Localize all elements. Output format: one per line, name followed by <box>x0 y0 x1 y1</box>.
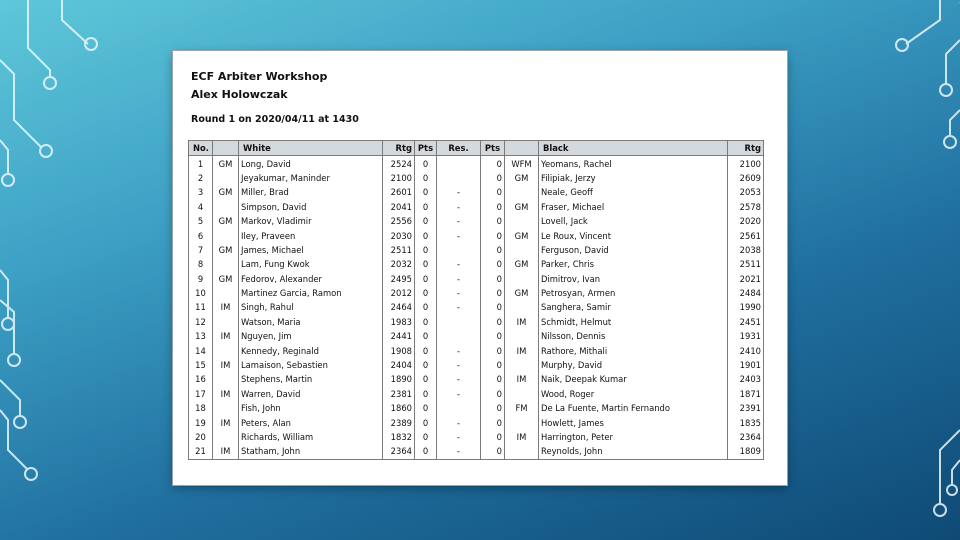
black-points: 0 <box>481 171 505 185</box>
white-points: 0 <box>415 358 437 372</box>
black-player: Harrington, Peter <box>539 430 728 444</box>
table-row <box>189 401 764 415</box>
white-player: Singh, Rahul <box>239 300 383 314</box>
black-points: 0 <box>481 329 505 343</box>
result <box>437 156 481 171</box>
black-points: 0 <box>481 444 505 459</box>
white-rating: 2441 <box>383 329 415 343</box>
black-player: Neale, Geoff <box>539 185 728 199</box>
result <box>437 329 481 343</box>
header-white: White <box>239 141 383 156</box>
table-header-row <box>189 141 764 156</box>
black-title <box>505 272 539 286</box>
white-player: Peters, Alan <box>239 415 383 429</box>
black-points: 0 <box>481 430 505 444</box>
white-title: GM <box>213 243 239 257</box>
white-player: Jeyakumar, Maninder <box>239 171 383 185</box>
white-player: Warren, David <box>239 387 383 401</box>
table-row <box>189 372 764 386</box>
black-rating: 2511 <box>728 257 764 271</box>
header-result: Res. <box>437 141 481 156</box>
board-number: 17 <box>189 387 213 401</box>
white-rating: 2381 <box>383 387 415 401</box>
table-row <box>189 185 764 199</box>
white-points: 0 <box>415 200 437 214</box>
white-rating: 2364 <box>383 444 415 459</box>
white-rating: 2404 <box>383 358 415 372</box>
board-number: 13 <box>189 329 213 343</box>
black-points: 0 <box>481 185 505 199</box>
white-rating: 1908 <box>383 343 415 357</box>
result: - <box>437 387 481 401</box>
board-number: 14 <box>189 343 213 357</box>
black-player: Le Roux, Vincent <box>539 228 728 242</box>
header-white-points: Pts <box>415 141 437 156</box>
header-black-title <box>505 141 539 156</box>
black-title <box>505 214 539 228</box>
black-points: 0 <box>481 315 505 329</box>
white-title: IM <box>213 387 239 401</box>
board-number: 6 <box>189 228 213 242</box>
black-title: IM <box>505 315 539 329</box>
white-rating: 2601 <box>383 185 415 199</box>
white-rating: 1860 <box>383 401 415 415</box>
white-title: IM <box>213 300 239 314</box>
board-number: 1 <box>189 156 213 171</box>
board-number: 12 <box>189 315 213 329</box>
white-points: 0 <box>415 415 437 429</box>
black-points: 0 <box>481 286 505 300</box>
white-title <box>213 286 239 300</box>
board-number: 18 <box>189 401 213 415</box>
table-row <box>189 286 764 300</box>
board-number: 9 <box>189 272 213 286</box>
white-rating: 2556 <box>383 214 415 228</box>
board-number: 8 <box>189 257 213 271</box>
document-title: ECF Arbiter Workshop <box>191 70 328 83</box>
header-black-points: Pts <box>481 141 505 156</box>
white-player: Kennedy, Reginald <box>239 343 383 357</box>
white-points: 0 <box>415 430 437 444</box>
black-rating: 2609 <box>728 171 764 185</box>
black-rating: 2100 <box>728 156 764 171</box>
board-number: 21 <box>189 444 213 459</box>
white-title: IM <box>213 329 239 343</box>
white-player: Lam, Fung Kwok <box>239 257 383 271</box>
black-points: 0 <box>481 415 505 429</box>
table-row <box>189 415 764 429</box>
result: - <box>437 430 481 444</box>
black-points: 0 <box>481 228 505 242</box>
black-rating: 1931 <box>728 329 764 343</box>
table-row <box>189 444 764 459</box>
table-row <box>189 243 764 257</box>
result: - <box>437 228 481 242</box>
white-title <box>213 315 239 329</box>
black-rating: 2578 <box>728 200 764 214</box>
white-rating: 2495 <box>383 272 415 286</box>
white-points: 0 <box>415 401 437 415</box>
header-black: Black <box>539 141 728 156</box>
white-title <box>213 228 239 242</box>
white-rating: 2030 <box>383 228 415 242</box>
white-points: 0 <box>415 343 437 357</box>
white-player: Markov, Vladimir <box>239 214 383 228</box>
white-title <box>213 430 239 444</box>
table-row <box>189 156 764 171</box>
black-player: Parker, Chris <box>539 257 728 271</box>
black-title <box>505 185 539 199</box>
black-player: Fraser, Michael <box>539 200 728 214</box>
white-player: Stephens, Martin <box>239 372 383 386</box>
white-points: 0 <box>415 329 437 343</box>
white-points: 0 <box>415 286 437 300</box>
black-rating: 2364 <box>728 430 764 444</box>
black-rating: 2038 <box>728 243 764 257</box>
result <box>437 401 481 415</box>
black-title: GM <box>505 257 539 271</box>
black-title: GM <box>505 171 539 185</box>
black-rating: 1809 <box>728 444 764 459</box>
header-no: No. <box>189 141 213 156</box>
black-rating: 2561 <box>728 228 764 242</box>
white-rating: 2100 <box>383 171 415 185</box>
white-title: IM <box>213 358 239 372</box>
black-rating: 2451 <box>728 315 764 329</box>
white-points: 0 <box>415 444 437 459</box>
white-player: Fish, John <box>239 401 383 415</box>
black-title <box>505 243 539 257</box>
black-rating: 2391 <box>728 401 764 415</box>
black-rating: 1835 <box>728 415 764 429</box>
table-row <box>189 358 764 372</box>
black-rating: 1871 <box>728 387 764 401</box>
black-title <box>505 358 539 372</box>
black-rating: 2020 <box>728 214 764 228</box>
result <box>437 171 481 185</box>
white-points: 0 <box>415 372 437 386</box>
result: - <box>437 200 481 214</box>
result: - <box>437 257 481 271</box>
black-rating: 2410 <box>728 343 764 357</box>
table-row <box>189 257 764 271</box>
result: - <box>437 415 481 429</box>
pairings-table <box>188 140 764 460</box>
white-player: Martinez Garcia, Ramon <box>239 286 383 300</box>
black-rating: 1990 <box>728 300 764 314</box>
black-points: 0 <box>481 214 505 228</box>
black-player: Dimitrov, Ivan <box>539 272 728 286</box>
black-player: Sanghera, Samir <box>539 300 728 314</box>
black-title: IM <box>505 430 539 444</box>
black-points: 0 <box>481 300 505 314</box>
white-points: 0 <box>415 243 437 257</box>
table-row <box>189 315 764 329</box>
white-player: Watson, Maria <box>239 315 383 329</box>
black-title: IM <box>505 372 539 386</box>
black-rating: 2484 <box>728 286 764 300</box>
black-points: 0 <box>481 401 505 415</box>
result: - <box>437 343 481 357</box>
black-title <box>505 300 539 314</box>
white-rating: 2032 <box>383 257 415 271</box>
black-player: Lovell, Jack <box>539 214 728 228</box>
white-rating: 2511 <box>383 243 415 257</box>
result: - <box>437 358 481 372</box>
round-info: Round 1 on 2020/04/11 at 1430 <box>191 114 359 125</box>
table-row <box>189 200 764 214</box>
document-author: Alex Holowczak <box>191 88 288 101</box>
black-player: Murphy, David <box>539 358 728 372</box>
black-points: 0 <box>481 358 505 372</box>
white-points: 0 <box>415 257 437 271</box>
white-points: 0 <box>415 214 437 228</box>
black-points: 0 <box>481 387 505 401</box>
result: - <box>437 444 481 459</box>
white-points: 0 <box>415 228 437 242</box>
black-title: IM <box>505 343 539 357</box>
white-title: IM <box>213 415 239 429</box>
black-rating: 2053 <box>728 185 764 199</box>
board-number: 19 <box>189 415 213 429</box>
black-title: GM <box>505 228 539 242</box>
result: - <box>437 286 481 300</box>
table-row <box>189 343 764 357</box>
white-points: 0 <box>415 387 437 401</box>
black-player: De La Fuente, Martin Fernando <box>539 401 728 415</box>
table-row <box>189 214 764 228</box>
board-number: 10 <box>189 286 213 300</box>
white-title <box>213 343 239 357</box>
white-rating: 2389 <box>383 415 415 429</box>
header-white-title <box>213 141 239 156</box>
white-player: Lamaison, Sebastien <box>239 358 383 372</box>
board-number: 16 <box>189 372 213 386</box>
result: - <box>437 300 481 314</box>
black-points: 0 <box>481 343 505 357</box>
white-title: GM <box>213 214 239 228</box>
black-points: 0 <box>481 200 505 214</box>
black-rating: 2403 <box>728 372 764 386</box>
white-title: GM <box>213 272 239 286</box>
white-points: 0 <box>415 185 437 199</box>
black-title: FM <box>505 401 539 415</box>
white-title <box>213 372 239 386</box>
white-rating: 2041 <box>383 200 415 214</box>
white-title: IM <box>213 444 239 459</box>
result: - <box>437 185 481 199</box>
black-rating: 1901 <box>728 358 764 372</box>
black-title <box>505 444 539 459</box>
board-number: 11 <box>189 300 213 314</box>
white-points: 0 <box>415 171 437 185</box>
board-number: 15 <box>189 358 213 372</box>
header-black-rating: Rtg <box>728 141 764 156</box>
result: - <box>437 214 481 228</box>
black-title <box>505 329 539 343</box>
black-title <box>505 415 539 429</box>
pairing-document <box>173 51 787 485</box>
black-title: GM <box>505 286 539 300</box>
white-title <box>213 401 239 415</box>
white-rating: 2012 <box>383 286 415 300</box>
result <box>437 243 481 257</box>
board-number: 7 <box>189 243 213 257</box>
black-player: Ferguson, David <box>539 243 728 257</box>
white-title: GM <box>213 185 239 199</box>
white-rating: 1983 <box>383 315 415 329</box>
white-player: Iley, Praveen <box>239 228 383 242</box>
table-row <box>189 171 764 185</box>
black-player: Yeomans, Rachel <box>539 156 728 171</box>
black-title: GM <box>505 200 539 214</box>
board-number: 4 <box>189 200 213 214</box>
table-row <box>189 329 764 343</box>
white-player: James, Michael <box>239 243 383 257</box>
white-title: GM <box>213 156 239 171</box>
black-player: Nilsson, Dennis <box>539 329 728 343</box>
table-row <box>189 430 764 444</box>
table-row <box>189 228 764 242</box>
white-player: Miller, Brad <box>239 185 383 199</box>
white-player: Fedorov, Alexander <box>239 272 383 286</box>
black-player: Filipiak, Jerzy <box>539 171 728 185</box>
black-title <box>505 387 539 401</box>
black-points: 0 <box>481 372 505 386</box>
white-points: 0 <box>415 315 437 329</box>
white-player: Long, David <box>239 156 383 171</box>
black-player: Naik, Deepak Kumar <box>539 372 728 386</box>
white-rating: 1890 <box>383 372 415 386</box>
white-points: 0 <box>415 300 437 314</box>
result: - <box>437 272 481 286</box>
white-player: Simpson, David <box>239 200 383 214</box>
white-rating: 2524 <box>383 156 415 171</box>
black-player: Petrosyan, Armen <box>539 286 728 300</box>
white-points: 0 <box>415 156 437 171</box>
black-player: Wood, Roger <box>539 387 728 401</box>
black-title: WFM <box>505 156 539 171</box>
black-points: 0 <box>481 272 505 286</box>
white-title <box>213 200 239 214</box>
board-number: 5 <box>189 214 213 228</box>
black-player: Rathore, Mithali <box>539 343 728 357</box>
board-number: 20 <box>189 430 213 444</box>
white-title <box>213 171 239 185</box>
black-rating: 2021 <box>728 272 764 286</box>
black-player: Schmidt, Helmut <box>539 315 728 329</box>
board-number: 3 <box>189 185 213 199</box>
table-row <box>189 387 764 401</box>
white-player: Nguyen, Jim <box>239 329 383 343</box>
white-title <box>213 257 239 271</box>
table-row <box>189 300 764 314</box>
white-rating: 1832 <box>383 430 415 444</box>
black-points: 0 <box>481 257 505 271</box>
white-rating: 2464 <box>383 300 415 314</box>
result: - <box>437 372 481 386</box>
white-player: Statham, John <box>239 444 383 459</box>
black-player: Howlett, James <box>539 415 728 429</box>
white-points: 0 <box>415 272 437 286</box>
header-white-rating: Rtg <box>383 141 415 156</box>
table-row <box>189 272 764 286</box>
black-points: 0 <box>481 243 505 257</box>
white-player: Richards, William <box>239 430 383 444</box>
result <box>437 315 481 329</box>
board-number: 2 <box>189 171 213 185</box>
black-points: 0 <box>481 156 505 171</box>
black-player: Reynolds, John <box>539 444 728 459</box>
